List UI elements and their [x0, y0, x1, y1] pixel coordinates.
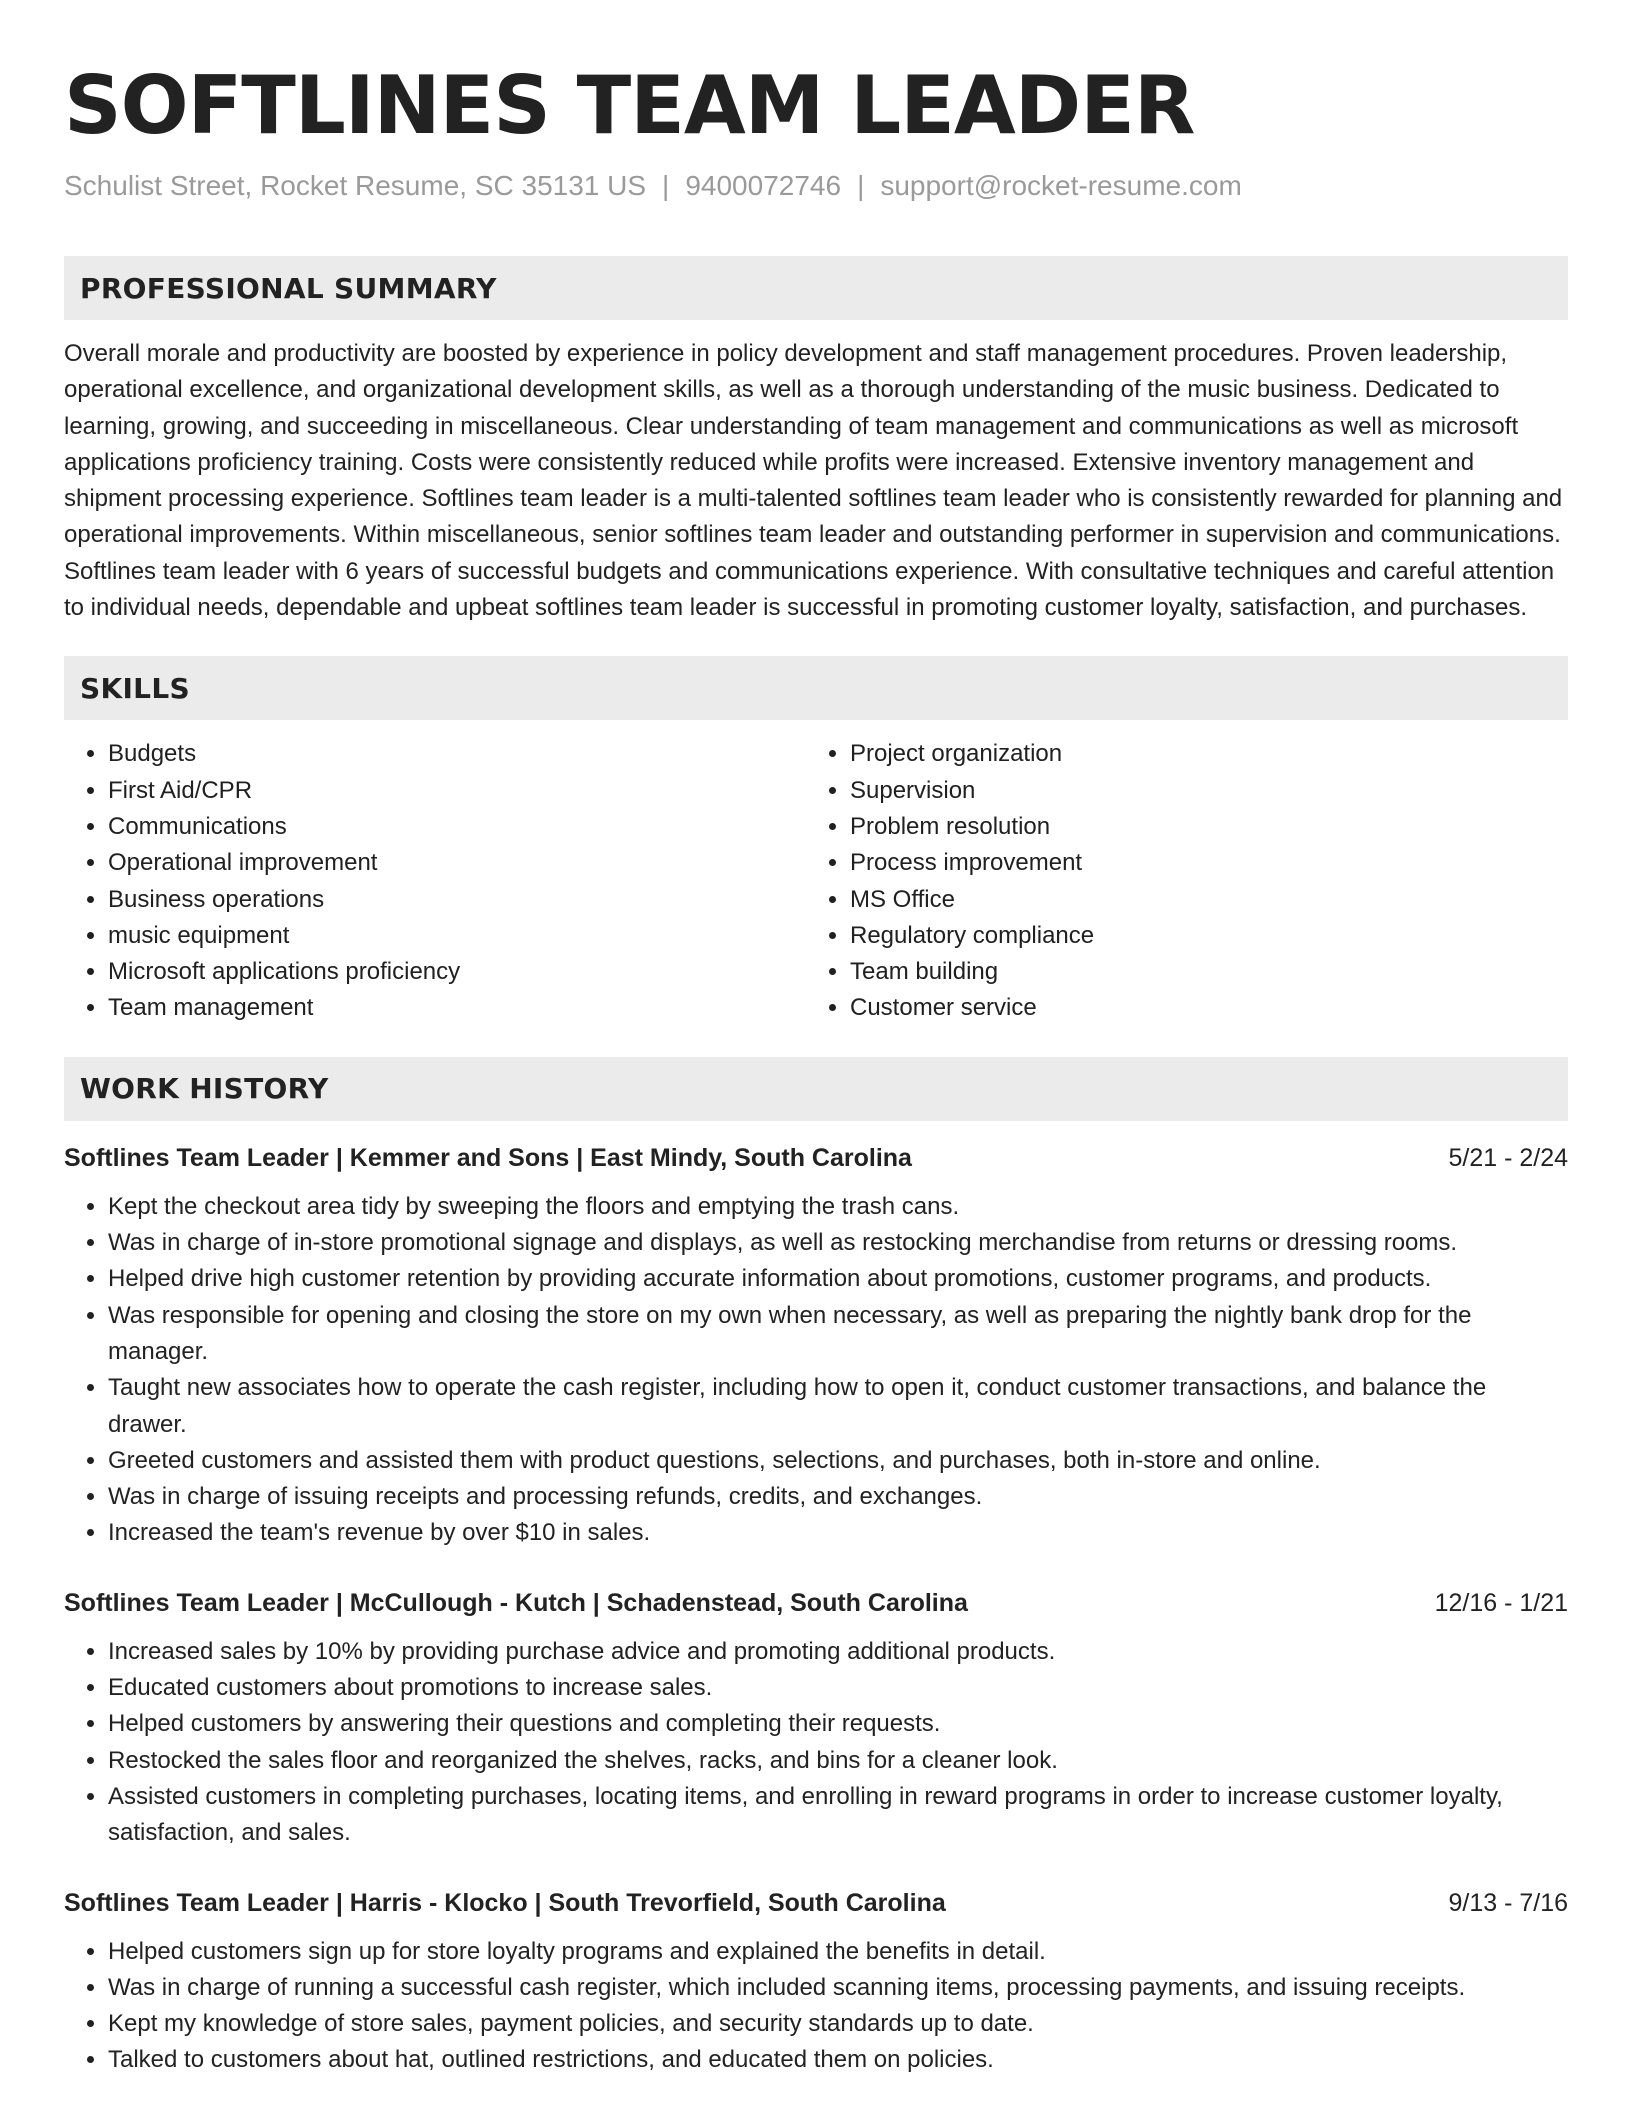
skill-item: • Business operations: [108, 882, 806, 918]
contact-phone: 9400072746: [685, 170, 842, 201]
job-dates: 12/16 - 1/21: [1434, 1588, 1568, 1617]
skill-item: • Communications: [108, 809, 806, 845]
contact-separator: |: [857, 170, 865, 201]
skill-item: • First Aid/CPR: [108, 773, 806, 809]
job-entry: [64, 1586, 1568, 1852]
skill-item: • Problem resolution: [850, 809, 1548, 845]
work-section-header: [64, 1057, 1568, 1121]
job-header: [64, 1886, 1568, 1920]
skills-heading: SKILLS: [80, 671, 190, 705]
contact-separator: |: [662, 170, 670, 201]
resume-page: [64, 0, 1568, 2079]
skills-grid: [64, 736, 1568, 1026]
job-entry: [64, 1141, 1568, 1552]
job-bullet: • Restocked the sales floor and reorganized the shelves, racks, and bins for a cleaner look.: [108, 1743, 1568, 1779]
contact-email: support@rocket-resume.com: [880, 170, 1242, 201]
job-bullet: • Talked to customers about hat, outlined restrictions, and educated them on policies.: [108, 2042, 1568, 2078]
summary-heading: PROFESSIONAL SUMMARY: [80, 271, 497, 305]
skill-item: • Process improvement: [850, 845, 1548, 881]
summary-section-header: [64, 256, 1568, 320]
job-bullet: • Kept my knowledge of store sales, payment policies, and security standards up to date.: [108, 2006, 1568, 2042]
job-bullet: • Kept the checkout area tidy by sweeping the floors and emptying the trash cans.: [108, 1189, 1568, 1225]
skills-list-right: [806, 736, 1548, 1026]
resume-name: SOFTLINES TEAM LEADER: [64, 59, 1195, 152]
job-bullets: [64, 1934, 1568, 2079]
job-bullets: [64, 1634, 1568, 1852]
skill-item: • Regulatory compliance: [850, 918, 1548, 954]
job-bullet: • Was in charge of running a successful cash register, which included scanning items, processing payments, and issuing receipts.: [108, 1970, 1568, 2006]
skill-item: • Project organization: [850, 736, 1548, 772]
job-bullet: • Was responsible for opening and closing the store on my own when necessary, as well as preparing the nightly bank drop for the manager.: [108, 1298, 1568, 1371]
job-title: Softlines Team Leader | Harris - Klocko | South Trevorfield, South Carolina: [64, 1888, 946, 1917]
job-bullet: • Was in charge of in-store promotional signage and displays, as well as restocking merchandise from returns or dressing rooms.: [108, 1225, 1568, 1261]
contact-address: Schulist Street, Rocket Resume, SC 35131 US: [64, 170, 647, 201]
job-bullet: • Taught new associates how to operate the cash register, including how to open it, conduct customer transactions, and balance the drawer.: [108, 1370, 1568, 1443]
job-bullet: • Increased sales by 10% by providing purchase advice and promoting additional products.: [108, 1634, 1568, 1670]
job-dates: 5/21 - 2/24: [1448, 1143, 1568, 1172]
job-bullets: [64, 1189, 1568, 1552]
skills-list-left: [64, 736, 806, 1026]
work-heading: WORK HISTORY: [80, 1072, 329, 1106]
job-header: [64, 1586, 1568, 1620]
summary-text: Overall morale and productivity are boosted by experience in policy development and staff management procedures. Proven leadership, operational excellence, and organizational development skills, as well as a thorough understanding of the music business. Dedicated to learning, growing, and succeeding in miscellaneous. Clear understanding of team management and communications as well as microsoft applications proficiency training. Costs were consistently reduced while profits were increased. Extensive inventory management and shipment processing experience. Softlines team leader is a multi-talented softlines team leader who is consistently rewarded for planning and operational improvements. Within miscellaneous, senior softlines team leader and outstanding performer in supervision and communications. Softlines team leader with 6 years of successful budgets and communications experience. With consultative techniques and careful attention to individual needs, dependable and upbeat softlines team leader is successful in promoting customer loyalty, satisfaction, and purchases.: [64, 340, 1563, 622]
contact-line: [64, 168, 1568, 204]
skill-item: • Microsoft applications proficiency: [108, 954, 806, 990]
skill-item: • Supervision: [850, 773, 1548, 809]
job-bullet: • Helped drive high customer retention by providing accurate information about promotions, customer programs, and products.: [108, 1261, 1568, 1297]
job-title: Softlines Team Leader | McCullough - Kutch | Schadenstead, South Carolina: [64, 1588, 968, 1617]
job-bullet: • Greeted customers and assisted them with product questions, selections, and purchases, both in-store and online.: [108, 1443, 1568, 1479]
skills-section-header: [64, 656, 1568, 720]
job-header: [64, 1141, 1568, 1175]
job-title: Softlines Team Leader | Kemmer and Sons | East Mindy, South Carolina: [64, 1143, 912, 1172]
skill-item: • Customer service: [850, 990, 1548, 1026]
job-entry: [64, 1886, 1568, 2079]
skill-item: • Operational improvement: [108, 845, 806, 881]
job-bullet: • Increased the team's revenue by over $10 in sales.: [108, 1515, 1568, 1551]
job-bullet: • Was in charge of issuing receipts and processing refunds, credits, and exchanges.: [108, 1479, 1568, 1515]
job-bullet: • Helped customers by answering their questions and completing their requests.: [108, 1706, 1568, 1742]
job-bullet: • Educated customers about promotions to increase sales.: [108, 1670, 1568, 1706]
job-bullet: • Helped customers sign up for store loyalty programs and explained the benefits in detail.: [108, 1934, 1568, 1970]
skill-item: • music equipment: [108, 918, 806, 954]
skill-item: • Team management: [108, 990, 806, 1026]
skill-item: • Budgets: [108, 736, 806, 772]
job-bullet: • Assisted customers in completing purchases, locating items, and enrolling in reward programs in order to increase customer loyalty, satisfaction, and sales.: [108, 1779, 1568, 1852]
job-dates: 9/13 - 7/16: [1448, 1888, 1568, 1917]
skill-item: • Team building: [850, 954, 1548, 990]
skill-item: • MS Office: [850, 882, 1548, 918]
